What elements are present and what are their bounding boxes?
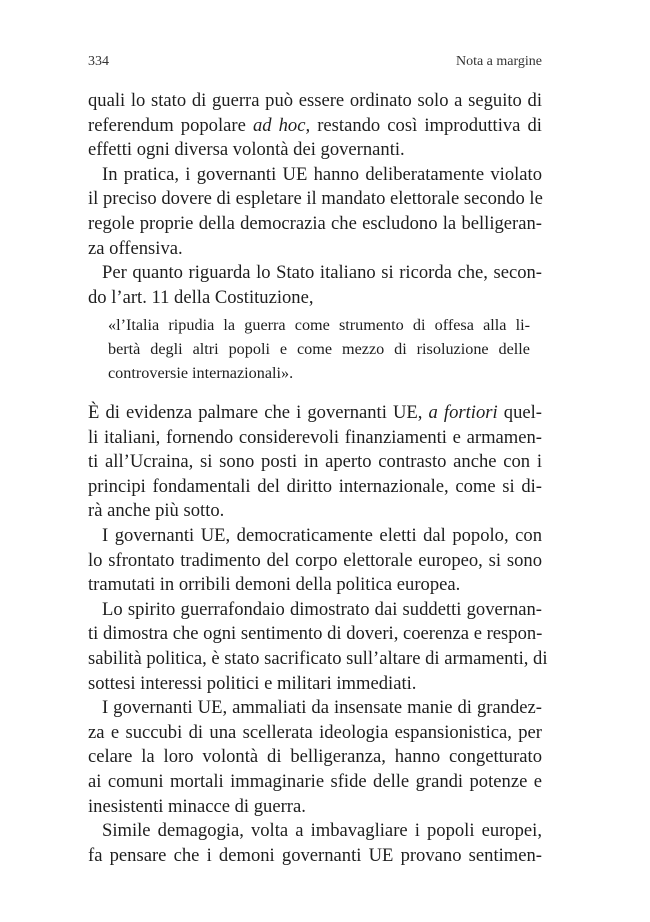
- text-line: quali lo stato di guerra può essere ordinato solo a seguito di: [88, 90, 542, 111]
- text-line: È di evidenza palmare che i governanti UE, a fortiori quel-: [88, 402, 542, 423]
- page-header: [88, 54, 542, 74]
- text-line: ti dimostra che ogni sentimento di doveri, coerenza e respon-: [88, 623, 543, 645]
- quote-line: «l’Italia ripudia la guerra come strumento di offesa alla li-: [108, 316, 530, 334]
- text-line: za offensiva.: [88, 237, 183, 259]
- italic-phrase: ad hoc,: [252, 114, 311, 136]
- text-line: I governanti UE, democraticamente eletti dal popolo, con: [102, 524, 542, 546]
- text-line: regole proprie della democrazia che escludono la belligeran-: [88, 212, 542, 234]
- text-line: sottesi interessi politici e militari immediati.: [88, 672, 417, 694]
- text-line: I governanti UE, ammaliati da insensate manie di grandez-: [102, 697, 542, 719]
- page-number: 334: [88, 54, 109, 69]
- text-line: Per quanto riguarda lo Stato italiano si ricorda che, secon-: [102, 262, 542, 284]
- text-line: do l’art. 11 della Costituzione,: [88, 286, 314, 308]
- text-line: Simile demagogia, volta a imbavagliare i popoli europei,: [102, 820, 542, 842]
- quote-line: controversie internazionali».: [108, 364, 294, 382]
- text-line: tramutati in orribili demoni della politica europea.: [88, 574, 461, 596]
- quote-line: bertà degli altri popoli e come mezzo di risoluzione delle: [108, 340, 530, 358]
- block-quote: [108, 313, 530, 385]
- text-line: In pratica, i governanti UE hanno deliberatamente violato: [102, 163, 542, 185]
- text-line: principi fondamentali del diritto internazionale, come si di-: [88, 475, 542, 497]
- text-line: celare la loro volontà di belligeranza, hanno congetturato: [88, 746, 542, 768]
- text-line: ai comuni mortali immaginarie sfide delle grandi potenze e: [88, 770, 542, 792]
- running-title: Nota a margine: [455, 54, 542, 69]
- text-line: rà anche più sotto.: [88, 500, 225, 522]
- text-line: il preciso dovere di espletare il mandato elettorale secondo le: [88, 188, 543, 210]
- text-line: inesistenti minacce di guerra.: [88, 795, 306, 817]
- text-line: fa pensare che i demoni governanti UE provano sentimen-: [88, 844, 542, 866]
- text-line: ti all’Ucraina, si sono posti in aperto contrasto anche con i: [88, 451, 542, 473]
- text-line: sabilità politica, è stato sacrificato sull’altare di armamenti, di: [88, 647, 548, 669]
- text-line: referendum popolare ad hoc, restando così improduttiva di: [88, 114, 542, 136]
- body-text-block-1: [88, 89, 542, 310]
- text-line: lo sfrontato tradimento del corpo elettorale europeo, si sono: [88, 549, 542, 571]
- text-line: za e succubi di una scellerata ideologia espansionistica, per: [88, 721, 542, 743]
- body-text-block-2: [88, 401, 548, 868]
- text-line: Lo spirito guerrafondaio dimostrato dai suddetti governan-: [102, 598, 542, 620]
- italic-phrase: a fortiori: [428, 402, 498, 423]
- text-line: effetti ogni diversa volontà dei governanti.: [88, 139, 405, 161]
- text-line: li italiani, fornendo considerevoli finanziamenti e armamen-: [88, 426, 542, 448]
